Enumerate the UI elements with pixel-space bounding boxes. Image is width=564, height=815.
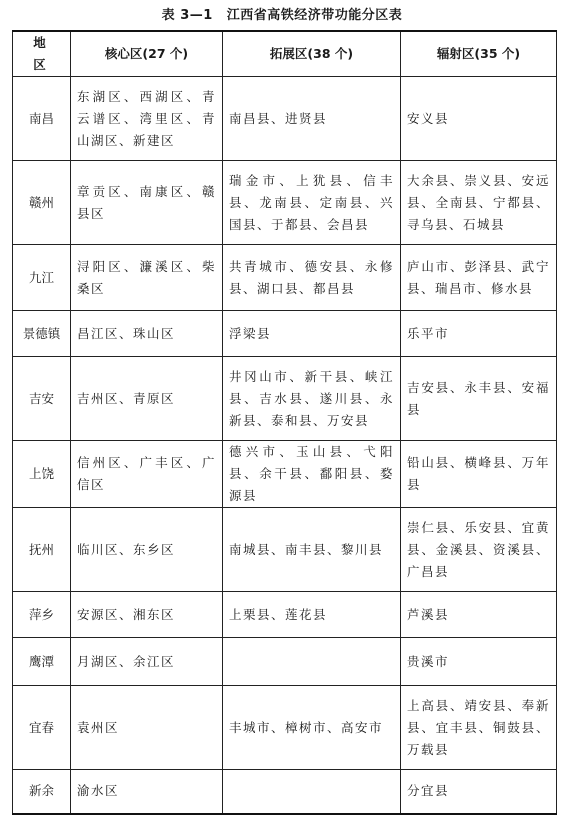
- table-row: [13, 357, 557, 441]
- city-cell: 鹰潭: [13, 638, 71, 686]
- header-core: 核心区(27 个): [71, 31, 223, 77]
- radiation-cell: 贵溪市: [401, 638, 557, 686]
- expansion-cell: 南昌县、进贤县: [223, 77, 401, 161]
- zoning-table: [12, 30, 557, 815]
- radiation-cell: 分宜县: [401, 770, 557, 814]
- core-cell: 月湖区、余江区: [71, 638, 223, 686]
- radiation-cell: 安义县: [401, 77, 557, 161]
- expansion-cell: 瑞金市、上犹县、信丰县、龙南县、定南县、兴国县、于都县、会昌县: [223, 161, 401, 245]
- city-cell: 九江: [13, 245, 71, 311]
- expansion-cell: [223, 770, 401, 814]
- radiation-cell: 铅山县、横峰县、万年县: [401, 441, 557, 508]
- header-row: [13, 31, 557, 77]
- core-cell: 章贡区、南康区、赣县区: [71, 161, 223, 245]
- table-row: [13, 441, 557, 508]
- expansion-cell: 上栗县、莲花县: [223, 592, 401, 638]
- city-cell: 上饶: [13, 441, 71, 508]
- radiation-cell: 芦溪县: [401, 592, 557, 638]
- header-city: 地区: [13, 31, 71, 77]
- expansion-cell: 南城县、南丰县、黎川县: [223, 508, 401, 592]
- city-cell: 南昌: [13, 77, 71, 161]
- table-number: 表 3—1: [161, 8, 213, 23]
- core-cell: 信州区、广丰区、广信区: [71, 441, 223, 508]
- core-cell: 袁州区: [71, 686, 223, 770]
- core-cell: 临川区、东乡区: [71, 508, 223, 592]
- header-expansion: 拓展区(38 个): [223, 31, 401, 77]
- core-cell: 吉州区、青原区: [71, 357, 223, 441]
- expansion-cell: [223, 638, 401, 686]
- table-row: [13, 245, 557, 311]
- core-cell: 东湖区、西湖区、青云谱区、湾里区、青山湖区、新建区: [71, 77, 223, 161]
- radiation-cell: 庐山市、彭泽县、武宁县、瑞昌市、修水县: [401, 245, 557, 311]
- table-row: [13, 638, 557, 686]
- radiation-cell: 上高县、靖安县、奉新县、宜丰县、铜鼓县、万载县: [401, 686, 557, 770]
- city-cell: 吉安: [13, 357, 71, 441]
- radiation-cell: 大余县、崇义县、安远县、全南县、宁都县、寻乌县、石城县: [401, 161, 557, 245]
- table-row: [13, 592, 557, 638]
- table-caption: [0, 4, 564, 23]
- core-cell: 安源区、湘东区: [71, 592, 223, 638]
- radiation-cell: 吉安县、永丰县、安福县: [401, 357, 557, 441]
- expansion-cell: 丰城市、樟树市、高安市: [223, 686, 401, 770]
- city-cell: 新余: [13, 770, 71, 814]
- table-row: [13, 508, 557, 592]
- expansion-cell: 井冈山市、新干县、峡江县、吉水县、遂川县、永新县、泰和县、万安县: [223, 357, 401, 441]
- header-radiation: 辐射区(35 个): [401, 31, 557, 77]
- core-cell: 昌江区、珠山区: [71, 311, 223, 357]
- table-row: [13, 770, 557, 814]
- city-cell: 宜春: [13, 686, 71, 770]
- city-cell: 景德镇: [13, 311, 71, 357]
- radiation-cell: 乐平市: [401, 311, 557, 357]
- city-cell: 萍乡: [13, 592, 71, 638]
- table-row: [13, 77, 557, 161]
- expansion-cell: 德兴市、玉山县、弋阳县、余干县、鄱阳县、婺源县: [223, 441, 401, 508]
- core-cell: 浔阳区、濂溪区、柴桑区: [71, 245, 223, 311]
- expansion-cell: 共青城市、德安县、永修县、湖口县、都昌县: [223, 245, 401, 311]
- city-cell: 赣州: [13, 161, 71, 245]
- table-row: [13, 686, 557, 770]
- expansion-cell: 浮梁县: [223, 311, 401, 357]
- table-row: [13, 161, 557, 245]
- core-cell: 渝水区: [71, 770, 223, 814]
- radiation-cell: 崇仁县、乐安县、宜黄县、金溪县、资溪县、广昌县: [401, 508, 557, 592]
- table-title: 江西省高铁经济带功能分区表: [226, 8, 403, 23]
- table-row: [13, 311, 557, 357]
- city-cell: 抚州: [13, 508, 71, 592]
